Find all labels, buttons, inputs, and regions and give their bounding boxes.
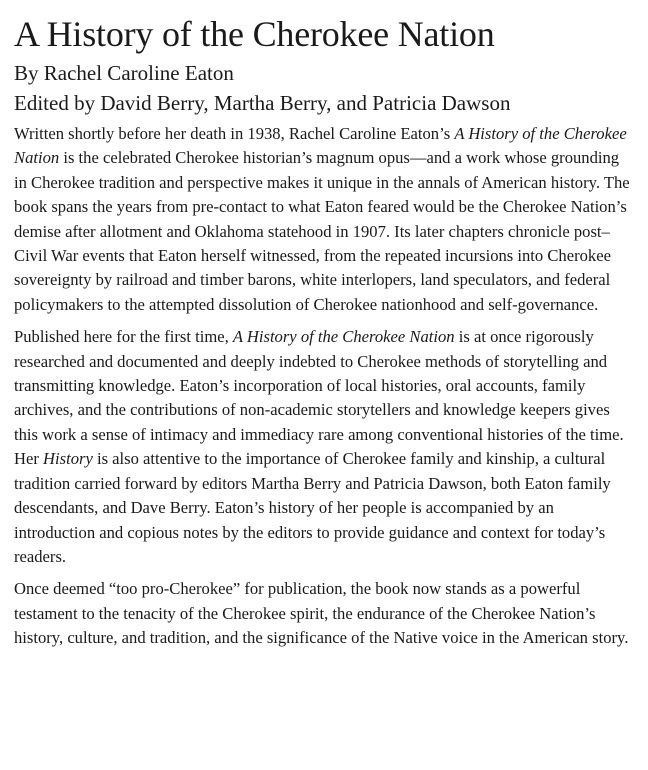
p2-title-italic: A History of the Cherokee Nation [232, 327, 455, 347]
p2-text-c: is at once rigorously researched and documented and deeply indebted to Cherokee methods of storytelling and transmitting knowledge. Eaton’s incorporation of local histories, oral accounts, family archives, and the contributions of non-academic storytellers and knowledge keepers gives this work a sense of intimacy and immediacy rare among conventional histories of the time. Her [14, 327, 624, 469]
p1-text-a: Written shortly before her death in 1938, Rachel Caroline Eaton’s [14, 124, 455, 143]
description-paragraph-1 [14, 122, 630, 317]
description-paragraph-3: Once deemed “too pro-Cherokee” for publication, the book now stands as a powerful testament to the tenacity of the Cherokee spirit, the endurance of the Cherokee Nation’s history, culture, and tradition, and the significance of the Native voice in the American story. [14, 579, 629, 648]
author-line: By Rachel Caroline Eaton [14, 61, 234, 85]
p1-title-italic: A History of the Cherokee Nation [14, 124, 627, 168]
p1-text-c: is the celebrated Cherokee historian’s magnum opus—and a work whose grounding in Cherokee tradition and perspective makes it unique in the annals of American history. The book spans the years from pre-contact to what Eaton feared would be the Cherokee Nation’s demise after allotment and Oklahoma statehood in 1907. Its later chapters chronicle post–Civil War events that Eaton herself witnessed, from the repeated incursions into Cherokee sovereignty by railroad and timber barons, white interlopers, land speculators, and federal policymakers to the attempted dissolution of Cherokee nationhood and self-governance. [14, 148, 630, 314]
p2-history-italic: History [43, 449, 93, 469]
p2-text-e: is also attentive to the importance of Cherokee family and kinship, a cultural tradition carried forward by editors Martha Berry and Patricia Dawson, both Eaton family descendants, and Dave Berry. Eaton’s history of her people is accompanied by an introduction and copious notes by the editors to provide guidance and context for today’s readers. [14, 449, 611, 566]
description-paragraph-2 [14, 325, 630, 569]
book-title: A History of the Cherokee Nation [14, 14, 495, 54]
p2-text-a: Published here for the first time, [14, 327, 233, 347]
editors-line: Edited by David Berry, Martha Berry, and Patricia Dawson [14, 91, 511, 115]
